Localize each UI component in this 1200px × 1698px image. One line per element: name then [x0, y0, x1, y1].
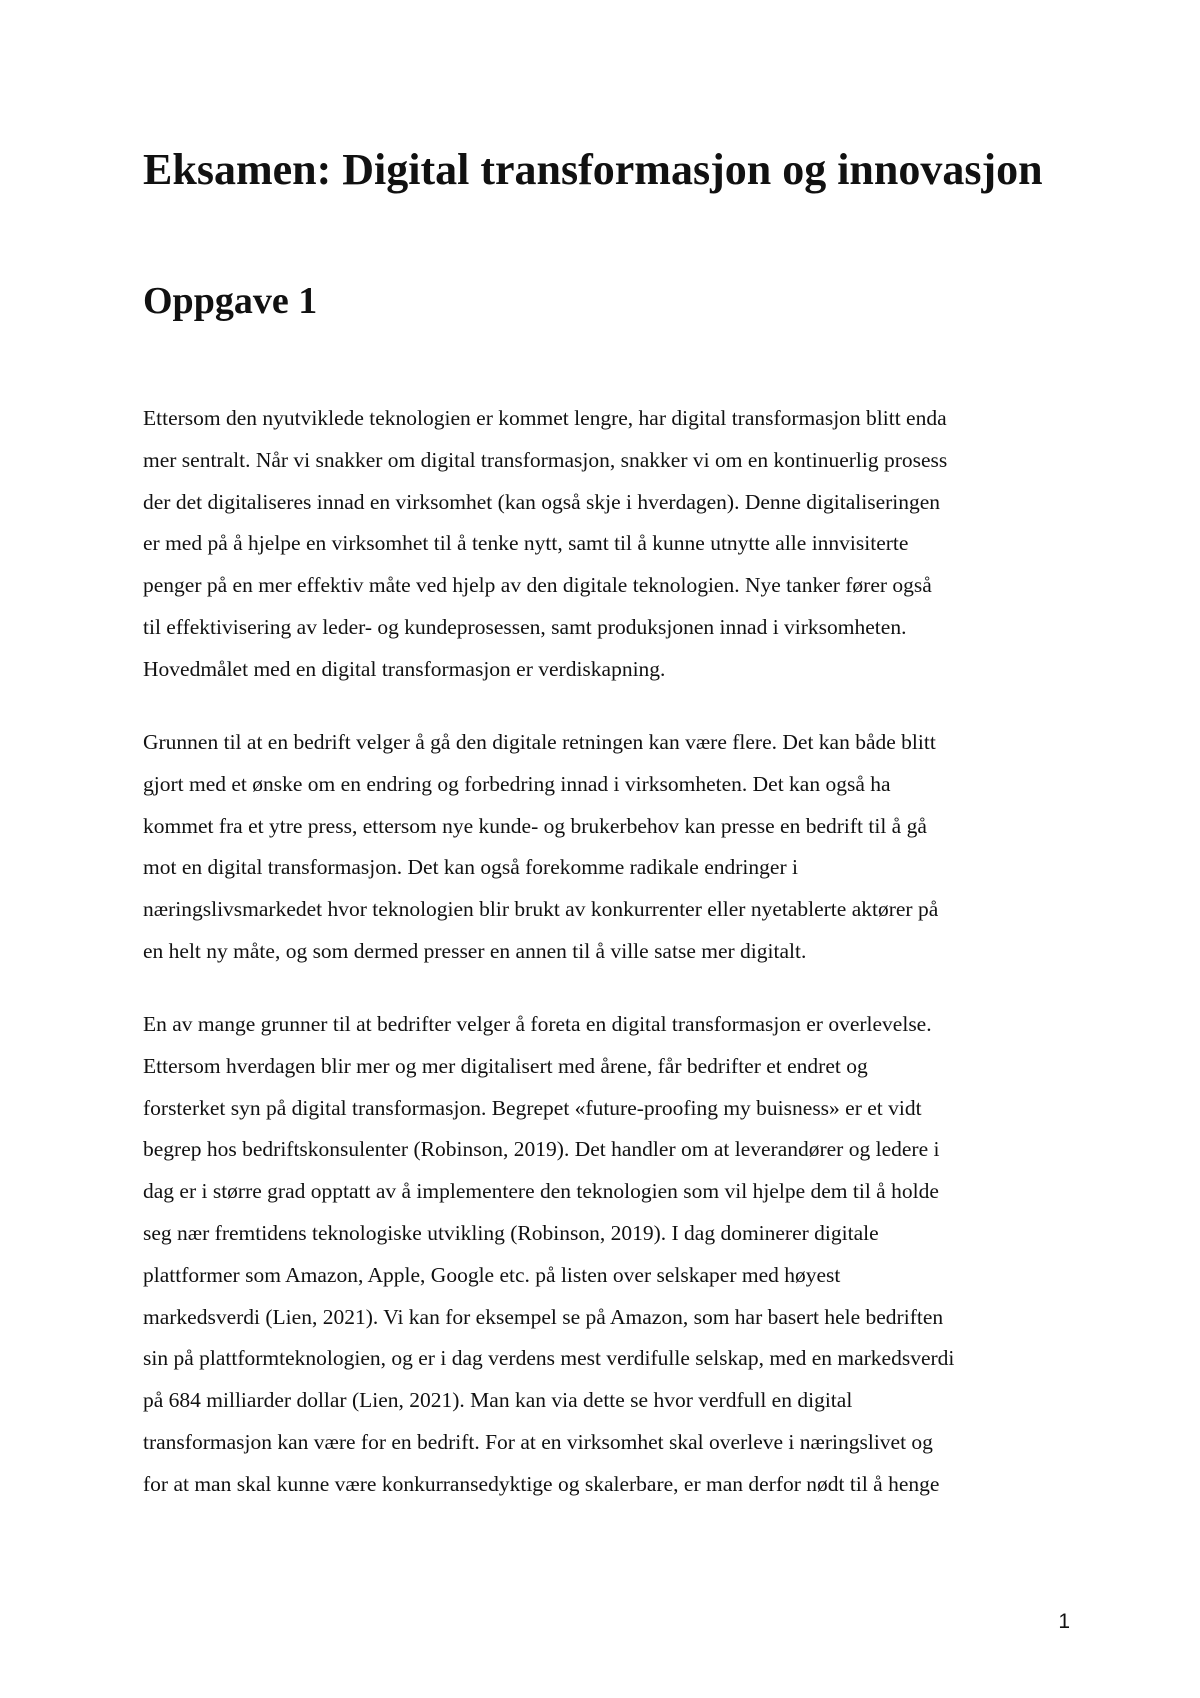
page-number: 1: [1058, 1610, 1070, 1633]
text-line: er med på å hjelpe en virksomhet til å tenke nytt, samt til å kunne utnytte alle innvisiterte: [143, 531, 909, 556]
text-line: Grunnen til at en bedrift velger å gå den digitale retningen kan være flere. Det kan både blitt: [143, 730, 936, 754]
section-heading: Oppgave 1: [143, 280, 318, 322]
text-line: En av mange grunner til at bedrifter velger å foreta en digital transformasjon er overlevelse.: [143, 1012, 932, 1036]
text-line: en helt ny måte, og som dermed presser en annen til å ville satse mer digitalt.: [143, 938, 807, 963]
text-line: kommet fra et ytre press, ettersom nye kunde- og brukerbehov kan presse en bedrift til å gå: [143, 813, 927, 838]
text-line: Ettersom den nyutviklede teknologien er kommet lengre, har digital transformasjon blitt enda: [143, 406, 947, 430]
text-line: gjort med et ønske om en endring og forbedring innad i virksomheten. Det kan også ha: [143, 771, 891, 796]
text-line: penger på en mer effektiv måte ved hjelp av den digitale teknologien. Nye tanker fører også: [143, 573, 932, 598]
text-line: der det digitaliseres innad en virksomhet (kan også skje i hverdagen). Denne digitaliseringen: [143, 489, 941, 514]
text-line: plattformer som Amazon, Apple, Google etc. på listen over selskaper med høyest: [143, 1262, 841, 1287]
text-line: forsterket syn på digital transformasjon. Begrepet «future-proofing my buisness» er et vidt: [143, 1095, 922, 1120]
text-line: Hovedmålet med en digital transformasjon er verdiskapning.: [143, 656, 666, 681]
text-line: dag er i større grad opptatt av å implementere den teknologien som vil hjelpe dem til å holde: [143, 1179, 939, 1204]
text-line: mot en digital transformasjon. Det kan også forekomme radikale endringer i: [143, 855, 798, 880]
text-line: Ettersom hverdagen blir mer og mer digitalisert med årene, får bedrifter et endret og: [143, 1053, 868, 1078]
text-line: næringslivsmarkedet hvor teknologien blir brukt av konkurrenter eller nyetablerte aktører på: [143, 897, 939, 922]
paragraph-1: [143, 398, 1073, 691]
text-line: transformasjon kan være for en bedrift. For at en virksomhet skal overleve i næringslivet og: [143, 1429, 933, 1454]
paragraph-2: [143, 722, 1073, 973]
document-title: Eksamen: Digital transformasjon og innovasjon: [143, 145, 1043, 194]
text-line: seg nær fremtidens teknologiske utvikling (Robinson, 2019). I dag dominerer digitale: [143, 1220, 879, 1245]
text-line: for at man skal kunne være konkurransedyktige og skalerbare, er man derfor nødt til å henge: [143, 1471, 940, 1496]
text-line: sin på plattformteknologien, og er i dag verdens mest verdifulle selskap, med en markedsverdi: [143, 1346, 955, 1371]
paragraph-3: [143, 1004, 1073, 1506]
text-line: på 684 milliarder dollar (Lien, 2021). Man kan via dette se hvor verdfull en digital: [143, 1388, 853, 1413]
text-line: markedsverdi (Lien, 2021). Vi kan for eksempel se på Amazon, som har basert hele bedriften: [143, 1304, 944, 1329]
text-line: til effektivisering av leder- og kundeprosessen, samt produksjonen innad i virksomheten.: [143, 614, 907, 639]
text-line: mer sentralt. Når vi snakker om digital transformasjon, snakker vi om en kontinuerlig prosess: [143, 447, 948, 472]
text-line: begrep hos bedriftskonsulenter (Robinson, 2019). Det handler om at leverandører og ledere i: [143, 1137, 940, 1162]
